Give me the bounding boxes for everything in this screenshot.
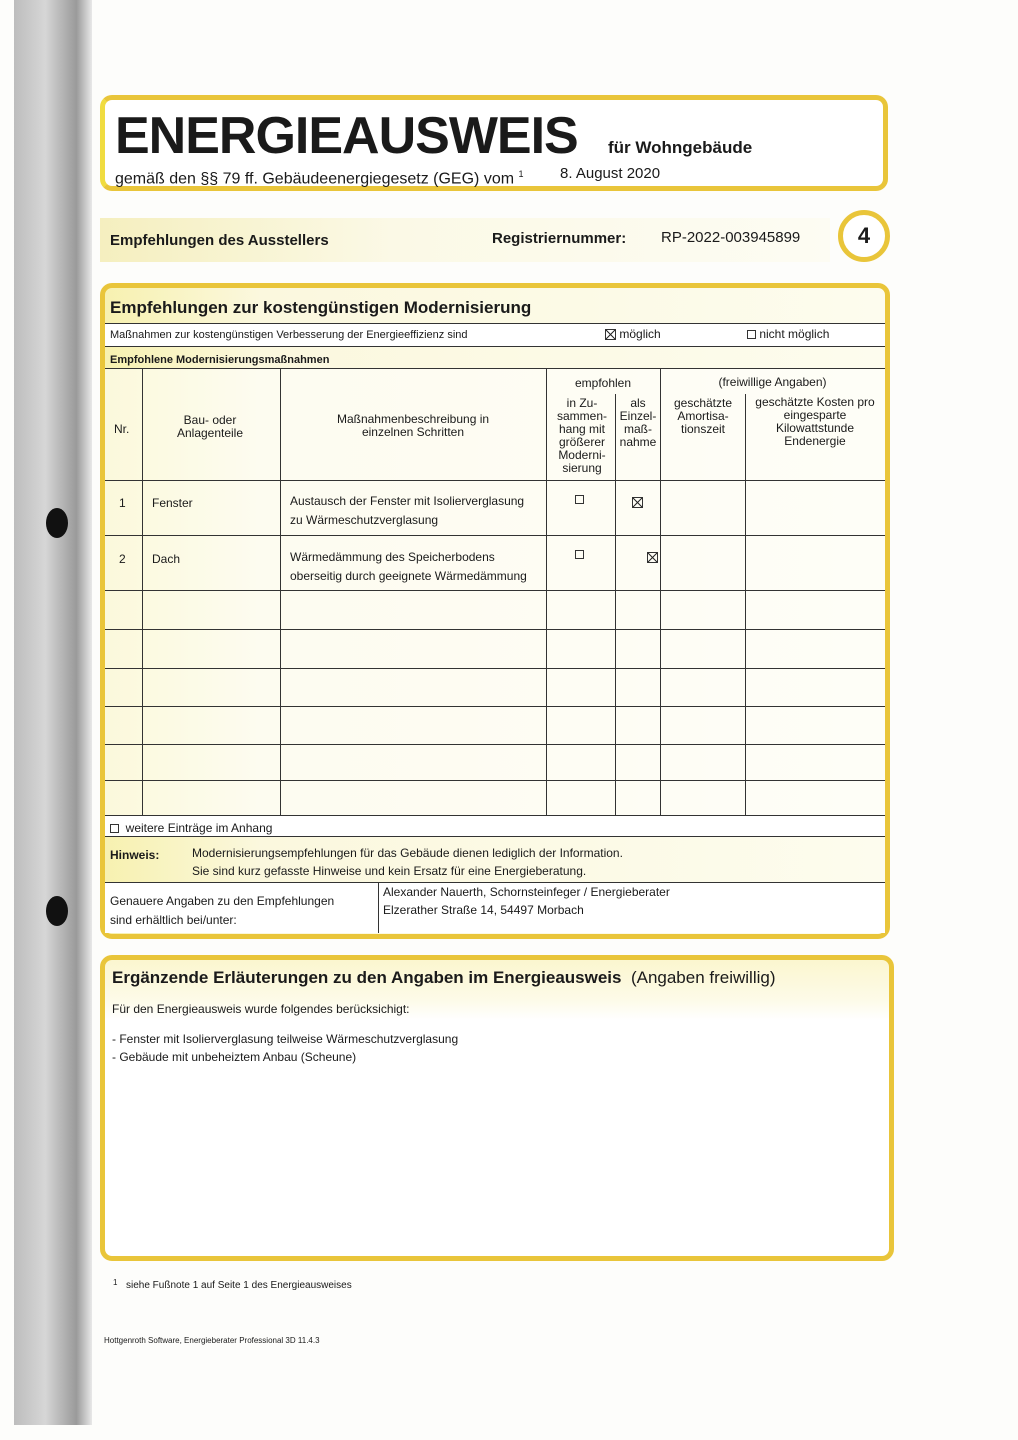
note-line1: Modernisierungsempfehlungen für das Gebäude dienen lediglich der Information.	[192, 846, 623, 860]
column-header-description: Maßnahmenbeschreibung in einzelnen Schritten	[336, 412, 490, 439]
row-1-part: Fenster	[152, 496, 193, 510]
measures-text: Maßnahmen zur kostengünstigen Verbesserung der Energieeffizienz sind	[110, 329, 468, 341]
recommended-measures-heading: Empfohlene Modernisierungsmaßnahmen	[110, 354, 330, 366]
row-2-combined-checkbox[interactable]	[575, 550, 584, 559]
note-label: Hinweis:	[110, 848, 160, 862]
appendix-option[interactable]: weitere Einträge im Anhang	[110, 821, 272, 835]
column-header-recommended: empfohlen	[574, 376, 632, 390]
checkbox-icon[interactable]	[110, 824, 119, 833]
page-number-badge: 4	[838, 210, 890, 262]
building-type: für Wohngebäude	[608, 138, 753, 157]
software-credit: Hottgenroth Software, Energieberater Professional 3D 11.4.3	[104, 1336, 320, 1345]
row-1-nr: 1	[119, 496, 126, 510]
column-header-nr: Nr.	[114, 422, 130, 436]
footnote-text: siehe Fußnote 1 auf Seite 1 des Energieausweises	[126, 1280, 352, 1291]
contact-label-line2: sind erhältlich bei/unter:	[110, 913, 237, 927]
row-1-description-line2: zu Wärmeschutzverglasung	[290, 513, 439, 527]
recommendations-title: Empfehlungen zur kostengünstigen Modernisierung	[110, 298, 532, 317]
document-title: ENERGIEAUSWEIS	[115, 107, 578, 165]
row-2-description-line2: oberseitig durch geeignete Wärmedämmung	[290, 569, 527, 583]
row-2-description-line1: Wärmedämmung des Speicherbodens	[290, 550, 495, 564]
punch-hole	[46, 508, 68, 538]
note-line2: Sie sind kurz gefasste Hinweise und kein Ersatz für eine Energieberatung.	[192, 864, 587, 878]
row-1-combined-checkbox[interactable]	[575, 495, 584, 504]
law-reference: gemäß den §§ 79 ff. Gebäudeenergiegesetz (GEG) vom $^1$	[115, 169, 524, 188]
column-header-single: als Einzel-maß-nahme	[619, 396, 657, 449]
column-header-voluntary: (freiwillige Angaben)	[718, 375, 827, 389]
column-header-combined: in Zu-sammen-hang mit größerer Moderni-sierung	[556, 396, 607, 475]
checked-checkbox-icon[interactable]	[605, 329, 616, 340]
scan-binding-shadow	[14, 0, 92, 1425]
explanations-title: Ergänzende Erläuterungen zu den Angaben im Energieausweis (Angaben freiwillig)	[112, 968, 776, 987]
explanation-item: - Gebäude mit unbeheiztem Anbau (Scheune)	[112, 1050, 357, 1064]
row-1-description-line1: Austausch der Fenster mit Isolierverglasung	[290, 494, 525, 508]
law-date: 8. August 2020	[560, 165, 661, 182]
column-header-part: Bau- oder Anlagenteile	[176, 413, 244, 440]
registration-number: RP-2022-003945899	[661, 229, 801, 246]
contact-label-line1: Genauere Angaben zu den Empfehlungen	[110, 894, 335, 908]
punch-hole	[46, 896, 68, 926]
row-1-single-checkbox[interactable]	[632, 497, 643, 508]
explanation-item: - Fenster mit Isolierverglasung teilweise Wärmeschutzverglasung	[112, 1032, 459, 1046]
column-header-amortization: geschätzte Amortisa-tionszeit	[673, 396, 733, 436]
row-2-single-checkbox[interactable]	[647, 552, 658, 563]
explanations-box	[100, 955, 894, 1261]
section-label: Empfehlungen des Ausstellers	[110, 232, 329, 249]
possible-option[interactable]: möglich	[605, 327, 661, 341]
row-2-part: Dach	[152, 552, 181, 566]
row-2-nr: 2	[119, 552, 126, 566]
contact-name: Alexander Nauerth, Schornsteinfeger / Energieberater	[383, 885, 670, 899]
checkbox-icon[interactable]	[747, 330, 756, 339]
not-possible-option[interactable]: nicht möglich	[747, 327, 829, 341]
registration-label: Registriernummer:	[492, 230, 627, 247]
footnote-mark: 1	[113, 1278, 118, 1287]
explanations-intro: Für den Energieausweis wurde folgendes berücksichigt:	[112, 1002, 410, 1016]
column-header-costs: geschätzte Kosten pro eingesparte Kilowattstunde Endenergie	[755, 395, 875, 448]
contact-address: Elzerather Straße 14, 54497 Morbach	[383, 903, 584, 917]
